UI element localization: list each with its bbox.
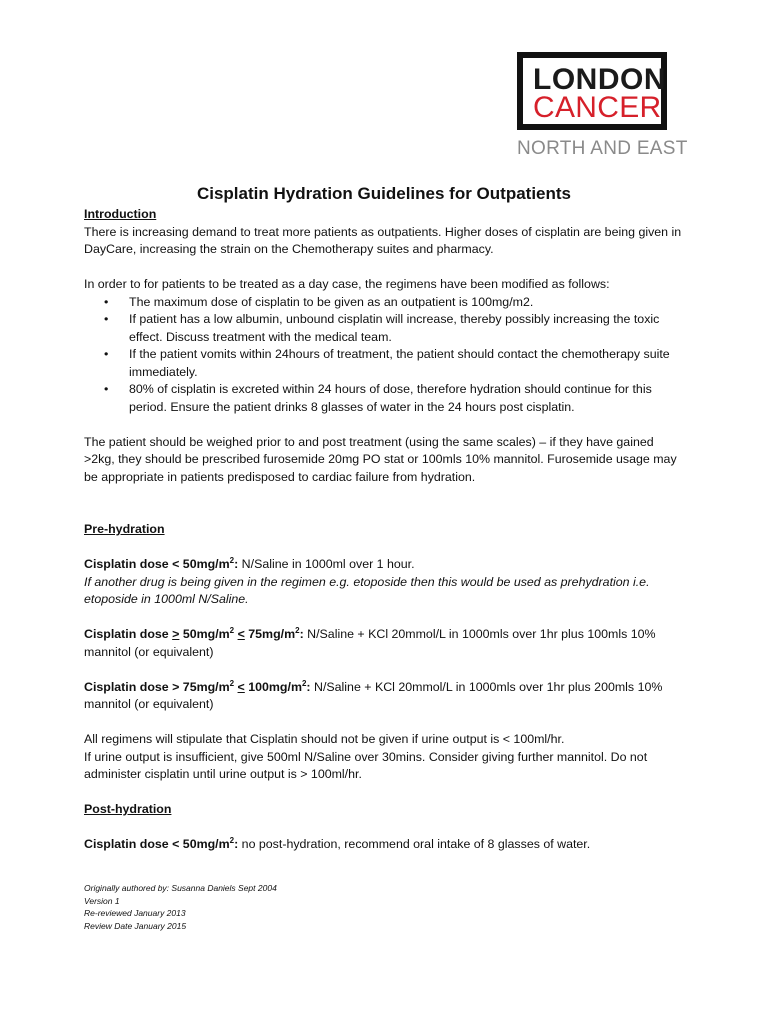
bullet-icon: • bbox=[104, 294, 109, 309]
footer-reviewed: Re-reviewed January 2013 bbox=[84, 908, 186, 918]
page-title: Cisplatin Hydration Guidelines for Outpatients bbox=[196, 184, 572, 203]
document-body bbox=[84, 206, 684, 854]
bullet-icon: • bbox=[104, 382, 109, 396]
prehydration-dose-3: Cisplatin dose > $75mg/m^2 < 100mg/m^2$: N/Saline + KCl 20mmol/L in 1000mls over 1hr plus 200mls 10% mannitol (or equivalent) bbox=[84, 678, 663, 711]
introduction-paragraph-1: There is increasing demand to treat more patients as outpatients. Higher doses of cisplatin are being given in DayCare, increasing the strain on the Chemotherapy suites and pharmacy. bbox=[84, 224, 682, 256]
urine-output-line-2: If urine output is insufficient, give 500ml N/Saline over 30mins. Consider giving further mannitol. Do not administer cisplatin until urine output is > 100ml/hr. bbox=[84, 749, 648, 781]
document-footer bbox=[84, 882, 277, 932]
logo-line-london: LONDON bbox=[533, 63, 666, 96]
logo-box bbox=[517, 52, 667, 130]
posthydration-dose: Cisplatin dose < $50mg/m^2$: no post-hydration, recommend oral intake of 8 glasses of water. bbox=[84, 835, 591, 851]
weighing-paragraph: The patient should be weighed prior to and post treatment (using the same scales) – if they have gained >2kg, they should be prescribed furosemide 20mg PO stat or 100mls 10% mannitol. Furosemide usage may be appropriate in patients predisposed to cardiac failure from hydration. bbox=[84, 434, 677, 484]
list-item: • If the patient vomits within 24hours of treatment, the patient should contact the chemotherapy suite immediately. bbox=[104, 347, 670, 379]
footer-version: Version 1 bbox=[84, 895, 120, 906]
prehydration-heading: Pre-hydration bbox=[84, 522, 165, 536]
list-item: • If patient has a low albumin, unbound cisplatin will increase, thereby possibly increasing the toxic effect. Discuss treatment with the medical team. bbox=[104, 312, 660, 344]
bullet-icon: • bbox=[104, 312, 109, 326]
prehydration-dose-1-note: If another drug is being given in the regimen e.g. etoposide then this would be used as prehydration i.e. etoposide in 1000ml N/Saline. bbox=[84, 574, 650, 606]
bullet-icon: • bbox=[104, 347, 109, 361]
footer-review-date: Review Date January 2015 bbox=[84, 920, 187, 931]
footer-author: Originally authored by: Susanna Daniels Sept 2004 bbox=[84, 883, 277, 893]
list-item: • 80% of cisplatin is excreted within 24 hours of dose, therefore hydration should continue for this period. Ensure the patient drinks 8 glasses of water in the 24 hours post cisplatin. bbox=[104, 382, 652, 414]
london-cancer-logo bbox=[517, 52, 688, 160]
list-item: • The maximum dose of cisplatin to be given as an outpatient is 100mg/m2. bbox=[84, 294, 684, 312]
introduction-paragraph-2: In order to for patients to be treated as a day case, the regimens have been modified as follows: bbox=[84, 277, 610, 291]
prehydration-dose-1: Cisplatin dose < $50mg/m^2$: N/Saline in 1000ml over 1 hour. bbox=[84, 555, 415, 571]
regimen-modifications-list bbox=[84, 294, 684, 417]
prehydration-dose-2: Cisplatin dose > $50mg/m^2 < 75mg/m^2$: N/Saline + KCl 20mmol/L in 1000mls over 1hr plus 100mls 10% mannitol (or equivalent) bbox=[84, 625, 656, 659]
logo-line-cancer: CANCER bbox=[533, 91, 662, 124]
introduction-heading: Introduction bbox=[84, 207, 157, 221]
urine-output-line-1: All regimens will stipulate that Cisplatin should not be given if urine output is < 100ml/hr. bbox=[84, 732, 565, 746]
posthydration-heading: Post-hydration bbox=[84, 802, 172, 816]
logo-line-north-east: NORTH AND EAST bbox=[517, 138, 688, 159]
